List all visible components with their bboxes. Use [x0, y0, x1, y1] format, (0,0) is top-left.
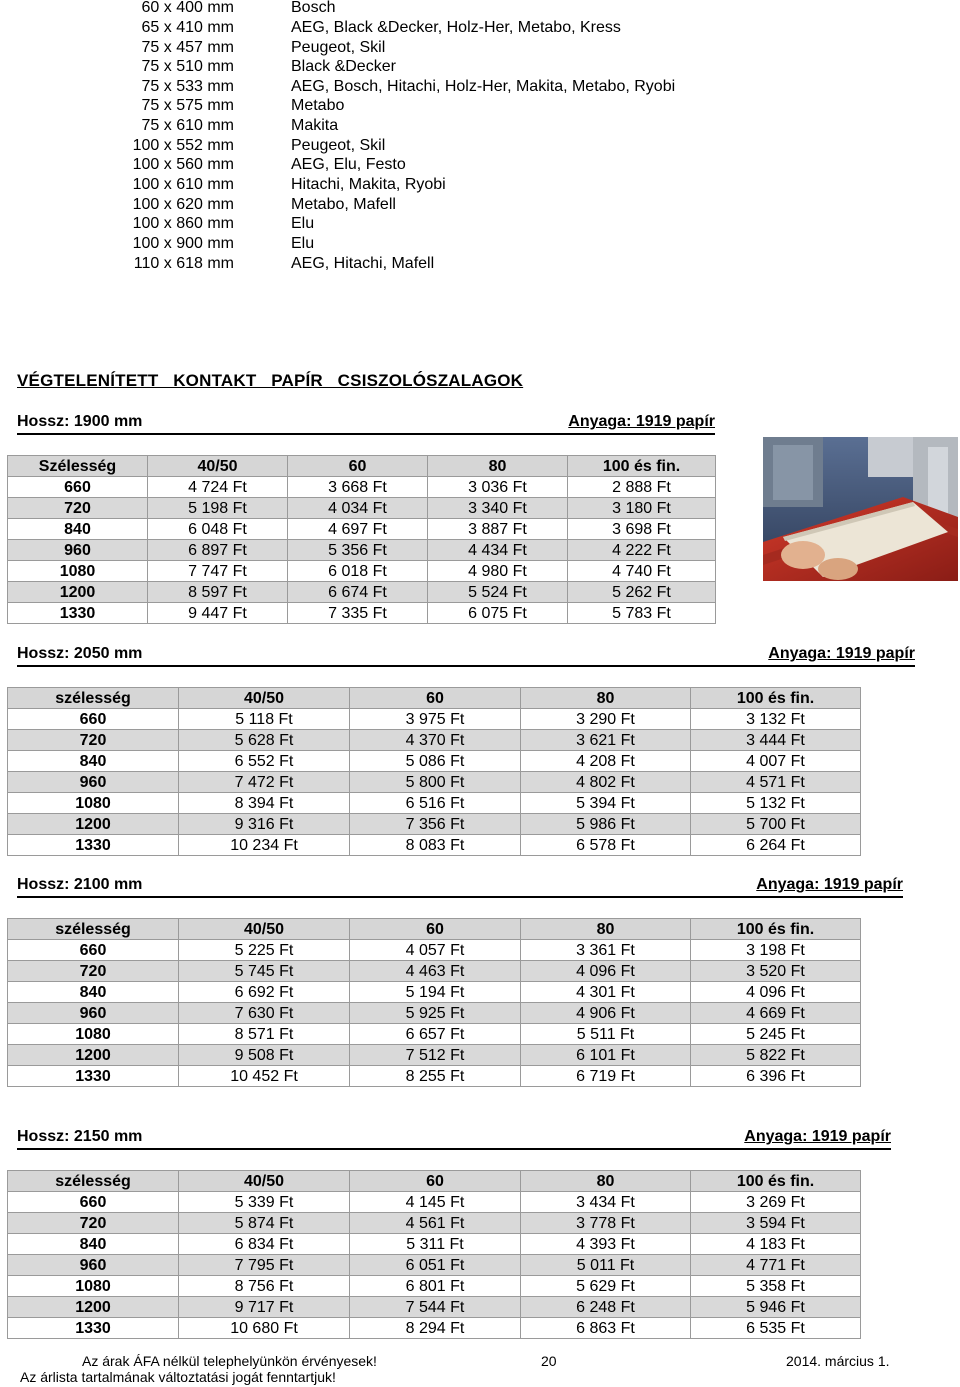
column-header: 40/50 [179, 688, 350, 709]
width-cell: 1200 [8, 582, 148, 603]
table-row [8, 730, 861, 751]
belt-dimension: 75 x 457 mm [141, 39, 234, 56]
price-table [7, 1170, 861, 1339]
width-cell: 960 [8, 772, 179, 793]
width-cell: 720 [8, 498, 148, 519]
price-cell: 5 628 Ft [179, 730, 350, 751]
price-cell: 4 669 Ft [691, 1003, 861, 1024]
price-cell: 8 294 Ft [350, 1318, 521, 1339]
price-cell: 3 975 Ft [350, 709, 521, 730]
column-header: 100 és fin. [691, 1171, 861, 1192]
column-header: szélesség [8, 1171, 179, 1192]
price-cell: 6 692 Ft [179, 982, 350, 1003]
table-row [8, 772, 861, 793]
price-table [7, 455, 716, 624]
column-header: 100 és fin. [691, 688, 861, 709]
price-cell: 5 629 Ft [521, 1276, 691, 1297]
price-cell: 3 036 Ft [428, 477, 568, 498]
material-label: Anyaga: 1919 papír [768, 645, 915, 662]
price-cell: 4 057 Ft [350, 940, 521, 961]
price-cell: 10 234 Ft [179, 835, 350, 856]
price-cell: 5 132 Ft [691, 793, 861, 814]
price-cell: 10 452 Ft [179, 1066, 350, 1087]
price-cell: 4 434 Ft [428, 540, 568, 561]
table-row [8, 1276, 861, 1297]
compatible-brands: AEG, Black &Decker, Holz-Her, Metabo, Kress [291, 19, 621, 36]
price-cell: 6 834 Ft [179, 1234, 350, 1255]
price-cell: 3 594 Ft [691, 1213, 861, 1234]
column-header: 100 és fin. [691, 919, 861, 940]
table-header-row [8, 919, 861, 940]
price-cell: 4 370 Ft [350, 730, 521, 751]
price-cell: 6 051 Ft [350, 1255, 521, 1276]
price-cell: 7 335 Ft [288, 603, 428, 624]
size-row [0, 0, 960, 18]
compatible-brands: Bosch [291, 0, 336, 16]
price-cell: 3 887 Ft [428, 519, 568, 540]
price-cell: 6 048 Ft [148, 519, 288, 540]
table-header-row [8, 688, 861, 709]
belt-dimension: 100 x 610 mm [132, 176, 234, 193]
price-cell: 4 393 Ft [521, 1234, 691, 1255]
width-cell: 1330 [8, 835, 179, 856]
size-row [0, 254, 960, 274]
compatible-brands: Hitachi, Makita, Ryobi [291, 176, 446, 193]
belt-dimension: 75 x 575 mm [141, 97, 234, 114]
compatible-brands: AEG, Elu, Festo [291, 156, 406, 173]
header-rule [17, 896, 903, 898]
size-row [0, 116, 960, 136]
table-row [8, 814, 861, 835]
price-cell: 3 434 Ft [521, 1192, 691, 1213]
column-header: 60 [350, 919, 521, 940]
footer-date: 2014. március 1. [786, 1353, 890, 1369]
compatible-brands: AEG, Bosch, Hitachi, Holz-Her, Makita, Metabo, Ryobi [291, 78, 676, 95]
price-cell: 6 674 Ft [288, 582, 428, 603]
table-row [8, 561, 716, 582]
compatible-brands: Peugeot, Skil [291, 39, 386, 56]
table-row [8, 540, 716, 561]
price-cell: 6 264 Ft [691, 835, 861, 856]
photo-illustration [763, 437, 958, 581]
size-row [0, 195, 960, 215]
column-header: 80 [521, 919, 691, 940]
price-cell: 7 356 Ft [350, 814, 521, 835]
price-cell: 4 183 Ft [691, 1234, 861, 1255]
column-header: 100 és fin. [568, 456, 716, 477]
price-cell: 6 552 Ft [179, 751, 350, 772]
size-row [0, 77, 960, 97]
column-header: 80 [521, 1171, 691, 1192]
price-cell: 3 290 Ft [521, 709, 691, 730]
column-header: szélesség [8, 688, 179, 709]
price-cell: 5 011 Ft [521, 1255, 691, 1276]
price-cell: 9 316 Ft [179, 814, 350, 835]
belt-dimension: 75 x 510 mm [141, 58, 234, 75]
price-cell: 5 225 Ft [179, 940, 350, 961]
price-cell: 4 145 Ft [350, 1192, 521, 1213]
price-cell: 4 007 Ft [691, 751, 861, 772]
price-cell: 3 698 Ft [568, 519, 716, 540]
belt-dimension: 100 x 860 mm [132, 215, 234, 232]
table-row [8, 1234, 861, 1255]
width-cell: 1330 [8, 1318, 179, 1339]
width-cell: 840 [8, 982, 179, 1003]
table-row [8, 793, 861, 814]
belt-dimension: 75 x 533 mm [141, 78, 234, 95]
price-cell: 5 339 Ft [179, 1192, 350, 1213]
price-cell: 5 511 Ft [521, 1024, 691, 1045]
table-row [8, 1255, 861, 1276]
compatible-brands: AEG, Hitachi, Mafell [291, 255, 435, 272]
width-cell: 1080 [8, 1024, 179, 1045]
price-cell: 4 463 Ft [350, 961, 521, 982]
width-cell: 720 [8, 1213, 179, 1234]
table-row [8, 1192, 861, 1213]
price-cell: 7 630 Ft [179, 1003, 350, 1024]
header-rule [17, 1148, 891, 1150]
header-rule [17, 665, 915, 667]
price-cell: 5 946 Ft [691, 1297, 861, 1318]
section-header [17, 413, 715, 435]
width-cell: 840 [8, 1234, 179, 1255]
length-label: Hossz: 2100 mm [17, 876, 143, 893]
price-cell: 4 571 Ft [691, 772, 861, 793]
price-cell: 3 668 Ft [288, 477, 428, 498]
table-row [8, 940, 861, 961]
column-header: 60 [350, 688, 521, 709]
price-cell: 3 180 Ft [568, 498, 716, 519]
price-cell: 5 311 Ft [350, 1234, 521, 1255]
header-rule [17, 433, 715, 435]
material-label: Anyaga: 1919 papír [568, 413, 715, 430]
price-cell: 2 888 Ft [568, 477, 716, 498]
price-cell: 8 083 Ft [350, 835, 521, 856]
size-row [0, 175, 960, 195]
compatible-brands: Metabo [291, 97, 345, 114]
table-row [8, 498, 716, 519]
price-cell: 3 132 Ft [691, 709, 861, 730]
size-row [0, 214, 960, 234]
footer-rights-note: Az árlista tartalmának változtatási jogát fenntartjuk! [20, 1369, 336, 1385]
compatible-brands: Black &Decker [291, 58, 396, 75]
price-cell: 5 783 Ft [568, 603, 716, 624]
size-row [0, 57, 960, 77]
width-cell: 720 [8, 961, 179, 982]
price-cell: 5 986 Ft [521, 814, 691, 835]
price-cell: 10 680 Ft [179, 1318, 350, 1339]
price-cell: 6 018 Ft [288, 561, 428, 582]
price-cell: 6 578 Ft [521, 835, 691, 856]
belt-dimension: 100 x 560 mm [132, 156, 234, 173]
table-row [8, 1066, 861, 1087]
length-label: Hossz: 2050 mm [17, 645, 143, 662]
price-cell: 6 897 Ft [148, 540, 288, 561]
table-row [8, 1213, 861, 1234]
column-header: 40/50 [179, 1171, 350, 1192]
price-cell: 6 801 Ft [350, 1276, 521, 1297]
price-cell: 8 255 Ft [350, 1066, 521, 1087]
price-cell: 9 508 Ft [179, 1045, 350, 1066]
price-cell: 3 778 Ft [521, 1213, 691, 1234]
price-cell: 8 597 Ft [148, 582, 288, 603]
length-label: Hossz: 2150 mm [17, 1128, 143, 1145]
price-cell: 8 756 Ft [179, 1276, 350, 1297]
price-cell: 4 096 Ft [521, 961, 691, 982]
price-cell: 5 822 Ft [691, 1045, 861, 1066]
size-row [0, 38, 960, 58]
price-cell: 4 697 Ft [288, 519, 428, 540]
price-cell: 5 262 Ft [568, 582, 716, 603]
belt-dimension: 110 x 618 mm [133, 255, 234, 272]
price-cell: 6 101 Ft [521, 1045, 691, 1066]
price-table [7, 918, 861, 1087]
width-cell: 1200 [8, 814, 179, 835]
width-cell: 960 [8, 1003, 179, 1024]
column-header: Szélesség [8, 456, 148, 477]
width-cell: 1200 [8, 1045, 179, 1066]
page-title: VÉGTELENÍTETT KONTAKT PAPÍR CSISZOLÓSZALAGOK [17, 371, 524, 390]
price-cell: 4 802 Ft [521, 772, 691, 793]
section-header [17, 876, 903, 898]
table-row [8, 1297, 861, 1318]
belt-dimension: 65 x 410 mm [141, 19, 234, 36]
price-cell: 5 524 Ft [428, 582, 568, 603]
table-header-row [8, 456, 716, 477]
width-cell: 1330 [8, 1066, 179, 1087]
belt-dimension: 75 x 610 mm [141, 117, 234, 134]
price-cell: 4 771 Ft [691, 1255, 861, 1276]
sanding-belt-machine-photo [763, 437, 958, 581]
section-header [17, 645, 915, 667]
width-cell: 660 [8, 477, 148, 498]
price-cell: 6 248 Ft [521, 1297, 691, 1318]
price-cell: 6 535 Ft [691, 1318, 861, 1339]
width-cell: 1330 [8, 603, 148, 624]
price-cell: 5 394 Ft [521, 793, 691, 814]
price-cell: 4 096 Ft [691, 982, 861, 1003]
price-cell: 6 863 Ft [521, 1318, 691, 1339]
price-cell: 5 118 Ft [179, 709, 350, 730]
price-cell: 4 906 Ft [521, 1003, 691, 1024]
price-cell: 3 520 Ft [691, 961, 861, 982]
belt-dimension: 60 x 400 mm [141, 0, 234, 16]
size-row [0, 18, 960, 38]
price-cell: 9 447 Ft [148, 603, 288, 624]
table-row [8, 603, 716, 624]
table-row [8, 1318, 861, 1339]
table-header-row [8, 1171, 861, 1192]
width-cell: 720 [8, 730, 179, 751]
width-cell: 660 [8, 709, 179, 730]
price-cell: 7 512 Ft [350, 1045, 521, 1066]
price-cell: 4 034 Ft [288, 498, 428, 519]
compatible-brands: Elu [291, 235, 315, 252]
price-cell: 7 747 Ft [148, 561, 288, 582]
width-cell: 840 [8, 519, 148, 540]
price-cell: 7 472 Ft [179, 772, 350, 793]
column-header: 60 [288, 456, 428, 477]
width-cell: 960 [8, 1255, 179, 1276]
width-cell: 960 [8, 540, 148, 561]
size-row [0, 136, 960, 156]
price-cell: 3 621 Ft [521, 730, 691, 751]
price-cell: 5 925 Ft [350, 1003, 521, 1024]
price-cell: 4 208 Ft [521, 751, 691, 772]
price-cell: 4 740 Ft [568, 561, 716, 582]
table-row [8, 582, 716, 603]
table-row [8, 1024, 861, 1045]
table-row [8, 477, 716, 498]
table-row [8, 1003, 861, 1024]
compatible-brands: Peugeot, Skil [291, 137, 386, 154]
price-cell: 5 745 Ft [179, 961, 350, 982]
price-cell: 7 795 Ft [179, 1255, 350, 1276]
column-header: szélesség [8, 919, 179, 940]
price-cell: 5 700 Ft [691, 814, 861, 835]
price-cell: 8 394 Ft [179, 793, 350, 814]
table-row [8, 835, 861, 856]
compatible-brands: Elu [291, 215, 315, 232]
length-label: Hossz: 1900 mm [17, 413, 143, 430]
table-row [8, 519, 716, 540]
price-cell: 6 657 Ft [350, 1024, 521, 1045]
table-row [8, 751, 861, 772]
width-cell: 1080 [8, 561, 148, 582]
footer-price-note: Az árak ÁFA nélkül telephelyünkön érvényesek! [82, 1353, 377, 1369]
price-cell: 7 544 Ft [350, 1297, 521, 1318]
belt-dimension: 100 x 900 mm [132, 235, 234, 252]
price-cell: 4 301 Ft [521, 982, 691, 1003]
page-number: 20 [541, 1353, 557, 1369]
price-cell: 4 561 Ft [350, 1213, 521, 1234]
price-cell: 4 980 Ft [428, 561, 568, 582]
price-cell: 9 717 Ft [179, 1297, 350, 1318]
price-cell: 5 086 Ft [350, 751, 521, 772]
price-cell: 4 222 Ft [568, 540, 716, 561]
table-row [8, 709, 861, 730]
width-cell: 1080 [8, 1276, 179, 1297]
price-cell: 5 356 Ft [288, 540, 428, 561]
width-cell: 840 [8, 751, 179, 772]
width-cell: 1200 [8, 1297, 179, 1318]
price-cell: 6 719 Ft [521, 1066, 691, 1087]
price-cell: 6 516 Ft [350, 793, 521, 814]
size-row [0, 96, 960, 116]
column-header: 40/50 [148, 456, 288, 477]
table-row [8, 961, 861, 982]
price-table [7, 687, 861, 856]
price-cell: 6 075 Ft [428, 603, 568, 624]
price-cell: 3 340 Ft [428, 498, 568, 519]
column-header: 80 [428, 456, 568, 477]
price-cell: 5 874 Ft [179, 1213, 350, 1234]
price-cell: 3 361 Ft [521, 940, 691, 961]
price-cell: 3 198 Ft [691, 940, 861, 961]
belt-dimension: 100 x 620 mm [132, 196, 234, 213]
price-cell: 3 269 Ft [691, 1192, 861, 1213]
column-header: 40/50 [179, 919, 350, 940]
price-cell: 4 724 Ft [148, 477, 288, 498]
size-row [0, 155, 960, 175]
price-cell: 5 245 Ft [691, 1024, 861, 1045]
price-cell: 5 358 Ft [691, 1276, 861, 1297]
width-cell: 660 [8, 1192, 179, 1213]
price-cell: 5 194 Ft [350, 982, 521, 1003]
column-header: 60 [350, 1171, 521, 1192]
table-row [8, 1045, 861, 1066]
price-cell: 6 396 Ft [691, 1066, 861, 1087]
section-header [17, 1128, 891, 1150]
table-row [8, 982, 861, 1003]
price-cell: 3 444 Ft [691, 730, 861, 751]
compatible-brands: Makita [291, 117, 339, 134]
price-cell: 5 800 Ft [350, 772, 521, 793]
price-cell: 8 571 Ft [179, 1024, 350, 1045]
material-label: Anyaga: 1919 papír [744, 1128, 891, 1145]
compatible-brands: Metabo, Mafell [291, 196, 396, 213]
price-cell: 5 198 Ft [148, 498, 288, 519]
column-header: 80 [521, 688, 691, 709]
width-cell: 660 [8, 940, 179, 961]
width-cell: 1080 [8, 793, 179, 814]
material-label: Anyaga: 1919 papír [756, 876, 903, 893]
size-row [0, 234, 960, 254]
belt-dimension: 100 x 552 mm [132, 137, 234, 154]
